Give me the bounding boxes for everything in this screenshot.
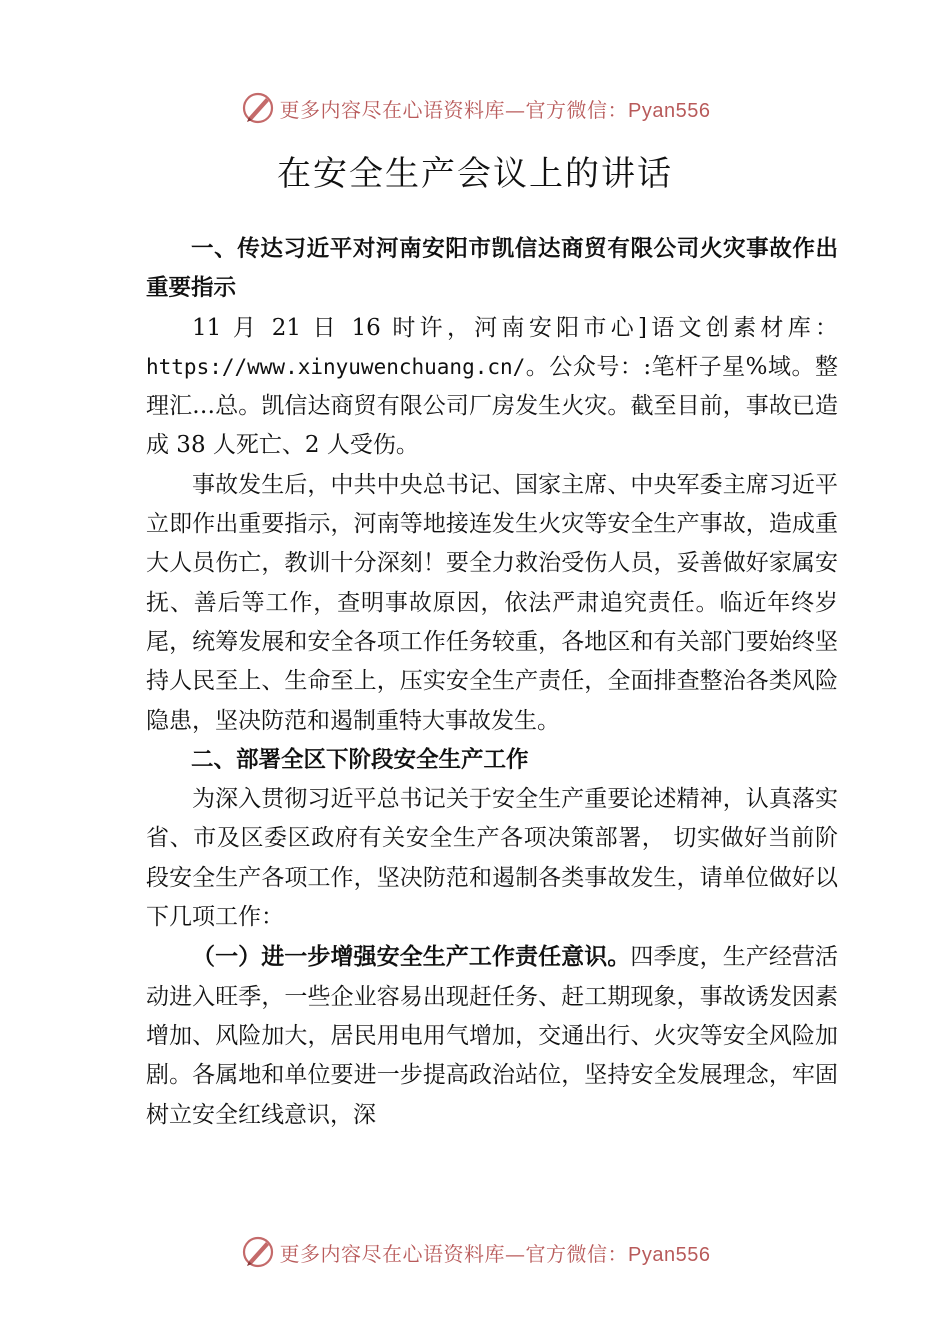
page-title: 在安全生产会议上的讲话	[277, 154, 673, 194]
source-url: https://www.xinyuwenchuang.cn/	[146, 354, 526, 379]
document-body	[146, 230, 838, 1135]
watermark-text: 更多内容尽在心语资料库—官方微信：Pyan556	[279, 97, 711, 122]
paragraph-3: 为深入贯彻习近平总书记关于安全生产重要论述精神，认真落实省、市及区委区政府有关安全生产各项决策部署， 切实做好当前阶段安全生产各项工作，坚决防范和遏制各类事故发生，请单位做好以下几项工作：	[146, 786, 838, 931]
section-heading-1: 一、传达习近平对河南安阳市凯信达商贸有限公司火灾事故作出重要指示	[146, 236, 838, 302]
pen-logo-icon	[240, 90, 276, 126]
paragraph-4: （一）进一步增强安全生产工作责任意识。四季度，生产经营活动进入旺季，一些企业容易出现赶任务、赶工期现象，事故诱发因素增加、风险加大，居民用电用气增加，交通出行、火灾等安全风险加剧。各属地和单位要进一步提高政治站位，坚持安全发展理念，牢固树立安全红线意识，深	[146, 943, 839, 1128]
section-heading-2: 二、部署全区下阶段安全生产工作	[191, 746, 529, 773]
paragraph-2: 事故发生后，中共中央总书记、国家主席、中央军委主席习近平立即作出重要指示，河南等地接连发生火灾等安全生产事故，造成重大人员伤亡，教训十分深刻！要全力救治受伤人员，妥善做好家属安抚、善后等工作，查明事故原因，依法严肃追究责任。临近年终岁尾，统筹发展和安全各项工作任务较重，各地区和有关部门要始终坚持人民至上、生命至上，压实安全生产责任，全面排查整治各类风险隐患，坚决防范和遏制重特大事故发生。	[146, 471, 838, 734]
pen-logo-icon	[240, 1234, 276, 1270]
paragraph-1: 11 月 21 日 16 时许，河南安阳市心]语文创素材库：https://www.xinyuwenchuang.cn/。公众号：:笔杆子星%域。整理汇…总。凯信达商贸有限公司厂房发生火灾。截至目前，事故已造成 38 人死亡、2 人受伤。	[146, 314, 838, 459]
watermark-header	[0, 88, 950, 128]
watermark-footer	[0, 1232, 950, 1272]
watermark-text: 更多内容尽在心语资料库—官方微信：Pyan556	[279, 1241, 711, 1266]
paragraph-4-lead: （一）进一步增强安全生产工作责任意识。	[192, 943, 631, 971]
